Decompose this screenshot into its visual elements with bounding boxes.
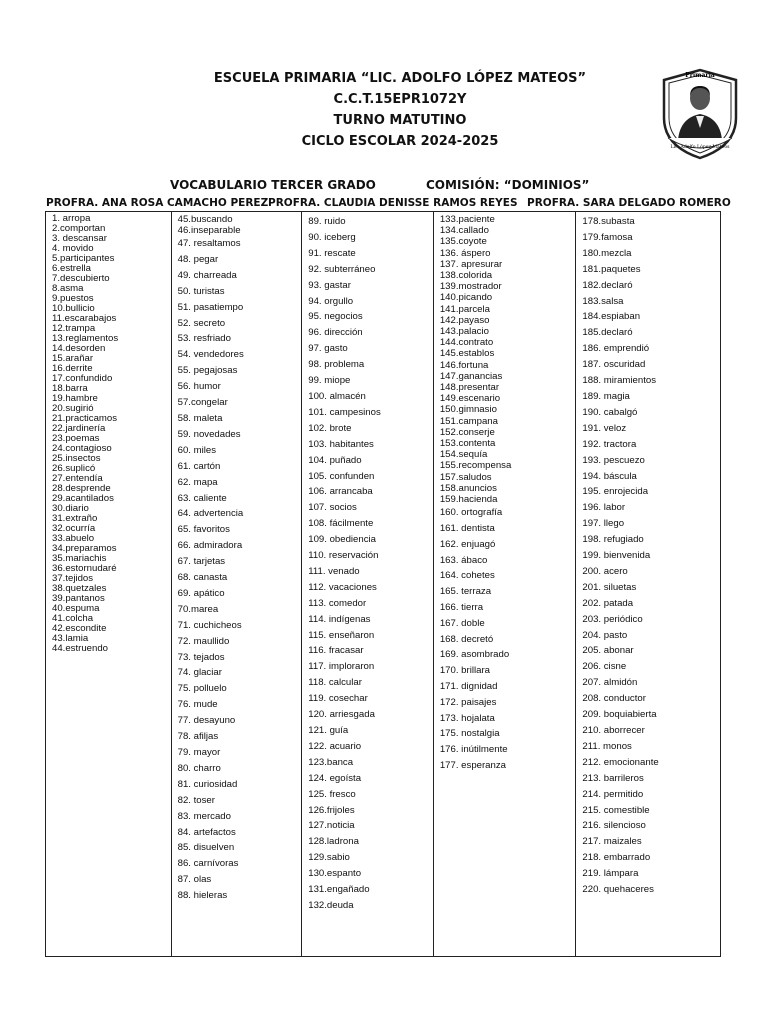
vocabulary-table (45, 211, 721, 957)
vocab-word: 34.preparamos (52, 543, 117, 554)
teacher-3: PROFRA. SARA DELGADO ROMERO (527, 197, 731, 209)
vocab-word: 9.puestos (52, 293, 94, 304)
vocab-word: 145.establos (439, 348, 495, 360)
vocab-word: 41.colcha (52, 613, 94, 624)
vocab-word: 12.trampa (52, 323, 96, 334)
vocab-word: 142.payaso (439, 314, 490, 326)
vocab-word: 14.desorden (52, 343, 106, 354)
vocab-word: 190. cabalgó (582, 406, 638, 418)
vocab-word: 66. admiradora (177, 540, 243, 552)
vocab-word: 140.picando (439, 292, 493, 304)
vocab-word: 69. apático (177, 587, 225, 599)
vocab-word: 116. fracasar (308, 645, 364, 657)
vocab-word: 54. vendedores (177, 349, 244, 361)
vocab-word: 218. embarrado (582, 852, 651, 864)
vocab-word: 155.recompensa (439, 460, 512, 472)
vocab-word: 18.barra (52, 383, 88, 394)
vocab-word: 38.quetzales (52, 583, 107, 594)
vocab-word: 153.contenta (439, 438, 496, 450)
school-year: CICLO ESCOLAR 2024-2025 (301, 134, 499, 149)
vocab-word: 53. resfriado (177, 333, 231, 345)
vocab-word: 175. nostalgia (439, 728, 500, 740)
vocab-word: 187. oscuridad (582, 359, 646, 371)
vocab-word: 114. indígenas (308, 613, 371, 625)
vocab-word: 127.noticia (308, 820, 355, 832)
vocab-word: 209. boquiabierta (582, 709, 657, 721)
vocab-word: 37.tejidos (52, 573, 94, 584)
vocab-word: 161. dentista (439, 523, 495, 535)
vocab-word: 109. obediencia (308, 534, 376, 546)
vocab-word: 62. mapa (177, 476, 218, 488)
vocab-word: 49. charreada (177, 269, 237, 281)
vocab-word: 105. confunden (308, 470, 375, 482)
vocab-word: 199. bienvenida (582, 550, 651, 562)
vocab-word: 191. veloz (582, 422, 627, 434)
vocab-word: 146.fortuna (439, 359, 489, 371)
vocab-word: 151.campana (439, 415, 498, 427)
vocab-word: 135.coyote (439, 236, 487, 248)
vocab-word: 220. quehaceres (582, 884, 654, 896)
vocab-word: 72. maullido (177, 635, 230, 647)
vocab-word: 173. hojalata (439, 712, 495, 724)
vocab-word: 123.banca (308, 756, 354, 768)
vocab-word: 64. advertencia (177, 508, 244, 520)
vocab-word: 158.anuncios (439, 482, 497, 494)
vocab-word: 75. polluelo (177, 683, 227, 695)
vocab-word: 6.estrella (52, 263, 91, 274)
vocab-word: 193. pescuezo (582, 454, 645, 466)
vocab-word: 180.mezcla (582, 247, 632, 259)
vocab-word: 182.declaró (582, 279, 633, 291)
vocab-word: 97. gasto (308, 343, 348, 355)
vocab-word: 200. acero (582, 565, 628, 577)
vocab-word: 11.escarabajos (52, 313, 117, 324)
vocab-word: 120. arriesgada (308, 709, 375, 721)
vocab-word: 117. imploraron (308, 661, 375, 673)
vocab-word: 148.presentar (439, 382, 500, 394)
vocab-word: 106. arrancaba (308, 486, 373, 498)
vocab-word: 48. pegar (177, 253, 219, 265)
vocab-word: 178.subasta (582, 216, 635, 227)
vocab-word: 20.sugirió (52, 403, 94, 414)
vocab-word: 57.congelar (177, 397, 228, 409)
vocab-word: 138.colorida (439, 270, 493, 282)
vocab-word: 139.mostrador (439, 281, 502, 293)
vocab-word: 8.asma (52, 283, 84, 294)
vocab-word: 206. cisne (582, 661, 627, 673)
vocab-word: 46.inseparable (177, 225, 241, 236)
vocab-word: 4. movido (52, 243, 94, 254)
logo-top-text: Primaria (685, 72, 715, 79)
vocab-word: 85. disuelven (177, 842, 235, 854)
vocab-word: 94. orgullo (308, 295, 354, 307)
vocab-word: 169. asombrado (439, 649, 510, 661)
vocab-word: 86. carnívoras (177, 858, 239, 870)
vocab-word: 7.descubierto (52, 273, 110, 284)
vocab-word: 65. favoritos (177, 524, 230, 536)
vocab-word: 42.escondite (52, 623, 107, 634)
vocab-word: 39.pantanos (52, 593, 105, 604)
vocab-word: 203. periódico (582, 613, 643, 625)
vocab-word: 157.saludos (439, 471, 492, 483)
vocab-word: 28.desprende (52, 483, 111, 494)
vocab-word: 103. habitantes (308, 438, 374, 450)
vocab-word: 76. mude (177, 699, 218, 711)
school-shift: TURNO MATUTINO (333, 113, 467, 128)
vocab-word: 31.extraño (52, 513, 98, 524)
vocab-word: 55. pegajosas (177, 365, 238, 377)
vocab-word: 163. ábaco (439, 554, 488, 566)
vocab-word: 107. socios (308, 502, 357, 514)
vocab-word: 143.palacio (439, 326, 489, 338)
vocab-word: 154.sequía (439, 449, 488, 461)
vocab-word: 61. cartón (177, 460, 221, 472)
vocab-word: 133.paciente (439, 214, 495, 225)
vocab-word: 121. guía (308, 725, 349, 736)
vocab-word: 30.diario (52, 503, 89, 514)
vocab-word: 27.entendía (52, 473, 103, 484)
vocabulary-title: VOCABULARIO TERCER GRADO (170, 178, 376, 192)
vocab-word: 201. siluetas (582, 581, 637, 593)
vocab-word: 124. egoísta (308, 772, 362, 784)
vocab-word: 171. dignidad (439, 681, 498, 693)
school-cct: C.C.T.15EPR1072Y (333, 92, 467, 107)
vocab-word: 172. paisajes (439, 696, 497, 708)
vocab-word: 51. pasatiempo (177, 301, 244, 313)
vocab-word: 29.acantilados (52, 493, 114, 504)
vocab-word: 56. humor (177, 381, 221, 393)
vocab-word: 3. descansar (52, 233, 107, 244)
vocab-word: 90. iceberg (308, 231, 356, 243)
vocab-word: 111. venado (308, 565, 360, 577)
vocab-word: 104. puñado (308, 454, 362, 466)
vocab-word: 125. fresco (308, 788, 356, 800)
vocab-word: 159.hacienda (439, 494, 498, 506)
vocab-word: 204. pasto (582, 629, 628, 641)
vocab-word: 150.gimnasio (439, 404, 497, 416)
vocab-word: 197. llego (582, 518, 625, 530)
vocab-column-2 (172, 212, 303, 956)
vocab-word: 88. hieleras (177, 890, 228, 902)
vocab-word: 166. tierra (439, 602, 484, 614)
vocab-word: 98. problema (308, 359, 365, 371)
vocab-word: 21.practicamos (52, 413, 118, 424)
vocab-word: 68. canasta (177, 572, 228, 584)
vocab-word: 93. gastar (308, 279, 351, 291)
teacher-1: PROFRA. ANA ROSA CAMACHO PEREZ (46, 197, 269, 209)
vocab-word: 15.arañar (52, 353, 94, 364)
vocab-word: 10.bullicio (52, 303, 95, 314)
vocab-word: 24.contagioso (52, 443, 112, 454)
vocab-word: 126.frijoles (308, 804, 355, 816)
vocab-word: 82. toser (177, 794, 215, 806)
commission-title: COMISIÓN: “DOMINIOS” (426, 178, 590, 192)
vocab-word: 110. reservación (308, 550, 379, 562)
vocab-word: 16.derrite (52, 363, 93, 374)
vocab-word: 168. decretó (439, 633, 494, 645)
vocab-word: 208. conductor (582, 693, 646, 705)
vocab-word: 59. novedades (177, 428, 241, 440)
vocab-word: 52. secreto (177, 317, 226, 329)
vocab-word: 185.declaró (582, 327, 633, 339)
vocab-word: 87. olas (177, 874, 212, 886)
teacher-2: PROFRA. CLAUDIA DENISSE RAMOS REYES (268, 197, 518, 209)
vocab-word: 99. miope (308, 375, 351, 387)
vocab-word: 5.participantes (52, 253, 115, 264)
vocab-column-5 (576, 212, 720, 956)
vocab-word: 176. inútilmente (439, 744, 508, 756)
vocab-word: 196. labor (582, 502, 626, 514)
vocab-word: 216. silencioso (582, 820, 646, 832)
vocab-word: 112. vacaciones (308, 581, 377, 593)
vocab-word: 35.mariachis (52, 553, 107, 564)
vocab-word: 23.poemas (52, 433, 100, 444)
vocab-word: 50. turistas (177, 285, 225, 297)
vocab-word: 217. maizales (582, 836, 642, 848)
vocab-word: 134.callado (439, 225, 489, 237)
vocab-word: 165. terraza (439, 586, 492, 598)
vocab-word: 128.ladrona (308, 836, 359, 848)
vocab-word: 101. campesinos (308, 406, 381, 418)
vocab-word: 32.ocurría (52, 523, 96, 534)
vocab-word: 78. afiljas (177, 731, 219, 743)
vocab-word: 195. enrojecida (582, 486, 649, 498)
vocab-word: 33.abuelo (52, 533, 95, 544)
vocab-word: 95. negocios (308, 311, 363, 323)
vocab-word: 215. comestible (582, 804, 650, 816)
vocab-word: 44.estruendo (52, 643, 109, 654)
vocab-word: 43.lamia (52, 633, 89, 644)
vocab-word: 2.comportan (52, 223, 106, 234)
vocab-word: 188. miramientos (582, 375, 657, 387)
vocab-word: 130.espanto (308, 868, 362, 880)
vocab-word: 17.confundido (52, 373, 113, 384)
vocab-word: 177. esperanza (439, 760, 506, 772)
vocab-word: 213. barrileros (582, 772, 644, 784)
vocab-word: 77. desayuno (177, 715, 236, 727)
vocab-word: 19.hambre (52, 393, 98, 404)
vocab-word: 179.famosa (582, 231, 633, 243)
vocab-word: 118. calcular (308, 677, 362, 689)
vocab-column-3 (302, 212, 434, 956)
vocab-word: 108. fácilmente (308, 518, 374, 530)
vocab-word: 71. cuchicheos (177, 619, 242, 631)
vocab-word: 81. curiosidad (177, 778, 238, 790)
vocab-column-4 (434, 212, 577, 956)
vocab-word: 184.espiaban (582, 311, 641, 323)
vocab-word: 96. dirección (308, 327, 363, 339)
vocab-word: 149.escenario (439, 393, 501, 405)
vocab-word: 22.jardinería (52, 423, 106, 434)
vocab-word: 214. permitido (582, 788, 644, 800)
vocab-word: 91. rescate (308, 247, 356, 259)
vocab-word: 141.parcela (439, 303, 490, 315)
vocab-word: 83. mercado (177, 810, 231, 822)
vocab-word: 102. brote (308, 422, 352, 434)
vocab-word: 26.suplicó (52, 463, 96, 474)
vocab-word: 89. ruido (308, 216, 346, 227)
vocab-word: 144.contrato (439, 337, 494, 349)
school-logo (658, 66, 742, 160)
vocab-word: 181.paquetes (582, 263, 641, 275)
vocab-word: 47. resaltamos (177, 238, 241, 249)
vocab-word: 170. brillara (439, 665, 490, 677)
vocab-word: 162. enjuagó (439, 538, 496, 550)
vocab-word: 183.salsa (582, 295, 624, 307)
vocab-word: 63. caliente (177, 492, 227, 504)
vocab-word: 136. áspero (439, 247, 491, 259)
vocab-word: 198. refugiado (582, 534, 644, 546)
vocab-word: 58. maleta (177, 412, 223, 424)
vocab-word: 189. magia (582, 390, 630, 402)
vocab-word: 131.engañado (308, 884, 370, 896)
vocab-column-1 (46, 212, 172, 956)
vocab-word: 167. doble (439, 617, 485, 629)
school-name: ESCUELA PRIMARIA “LIC. ADOLFO LÓPEZ MATEOS” (213, 71, 587, 86)
vocab-word: 207. almidón (582, 677, 638, 689)
vocab-word: 60. miles (177, 444, 217, 456)
vocab-word: 137. apresurar (439, 258, 503, 270)
vocab-word: 132.deuda (308, 899, 354, 911)
vocab-word: 70.marea (177, 603, 219, 615)
vocab-word: 73. tejados (177, 651, 225, 663)
vocab-word: 205. abonar (582, 645, 634, 657)
vocab-word: 202. patada (582, 597, 634, 609)
vocab-word: 147.ganancias (439, 370, 503, 382)
vocab-word: 152.conserje (439, 426, 495, 438)
vocab-word: 80. charro (177, 762, 221, 774)
vocab-word: 100. almacén (308, 390, 366, 402)
vocab-word: 40.espuma (52, 603, 100, 614)
vocab-word: 129.sabio (308, 852, 350, 864)
vocab-word: 219. lámpara (582, 868, 639, 880)
vocab-word: 92. subterráneo (308, 263, 376, 275)
vocab-word: 113. comedor (308, 597, 367, 609)
vocab-word: 122. acuario (308, 740, 362, 752)
vocab-word: 45.buscando (177, 214, 233, 225)
vocab-word: 186. emprendió (582, 343, 650, 355)
vocab-word: 211. monos (582, 740, 632, 752)
vocab-word: 164. cohetes (439, 570, 495, 582)
vocab-word: 36.estornudaré (52, 563, 117, 574)
vocab-word: 192. tractora (582, 438, 637, 450)
vocab-word: 1. arropa (52, 213, 91, 224)
vocab-word: 79. mayor (177, 747, 221, 758)
vocab-word: 13.reglamentos (52, 333, 119, 344)
vocab-word: 212. emocionante (582, 756, 659, 768)
vocab-word: 74. glaciar (177, 667, 222, 679)
vocab-word: 119. cosechar (308, 693, 368, 705)
school-header (150, 68, 650, 152)
vocab-word: 210. aborrecer (582, 725, 645, 736)
vocab-word: 115. enseñaron (308, 629, 375, 641)
vocab-word: 194. báscula (582, 470, 637, 482)
vocab-word: 25.insectos (52, 453, 101, 464)
vocab-word: 84. artefactos (177, 826, 236, 838)
vocab-word: 160. ortografía (439, 507, 503, 519)
logo-ribbon-text: Lic. Adolfo López Mateos (670, 145, 730, 150)
vocab-word: 67. tarjetas (177, 556, 226, 568)
